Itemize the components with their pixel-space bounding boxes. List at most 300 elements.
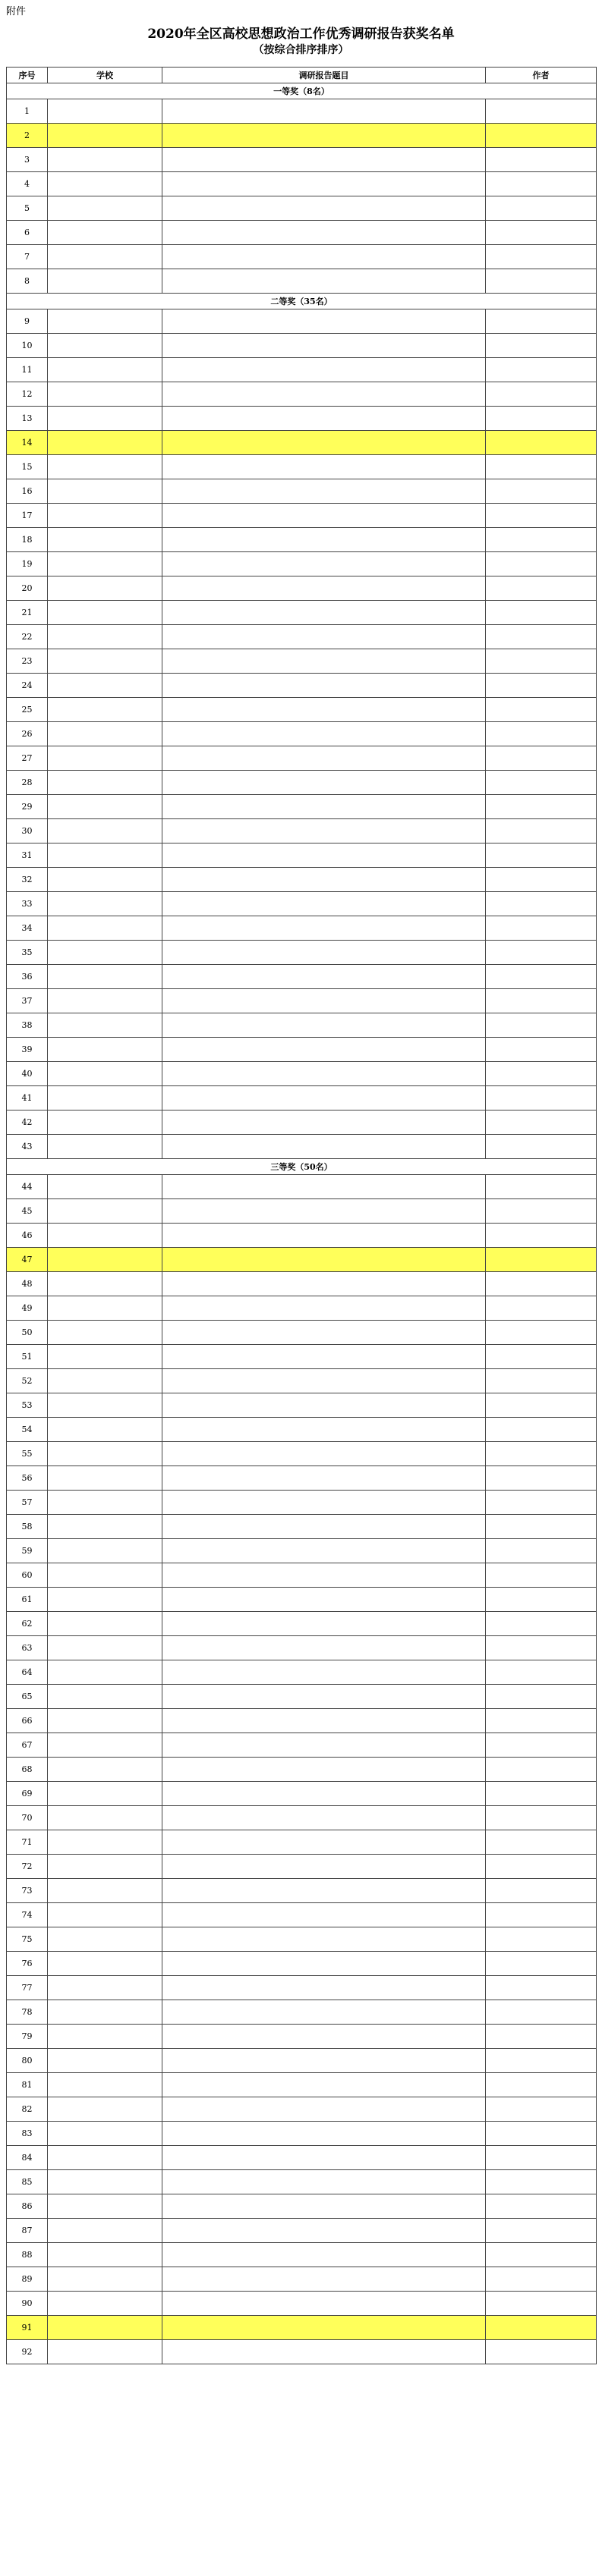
row-index: 80 bbox=[7, 2049, 48, 2073]
table-row bbox=[7, 1199, 597, 1224]
row-school bbox=[48, 576, 162, 601]
row-author bbox=[486, 1369, 597, 1393]
table-row bbox=[7, 431, 597, 455]
row-author bbox=[486, 1013, 597, 1038]
row-school bbox=[48, 1013, 162, 1038]
row-school bbox=[48, 504, 162, 528]
table-row bbox=[7, 2243, 597, 2267]
table-row bbox=[7, 1393, 597, 1418]
table-row bbox=[7, 674, 597, 698]
table-row bbox=[7, 1272, 597, 1296]
table-row bbox=[7, 601, 597, 625]
row-author bbox=[486, 649, 597, 674]
row-school bbox=[48, 698, 162, 722]
row-author bbox=[486, 2219, 597, 2243]
row-school bbox=[48, 1588, 162, 1612]
row-school bbox=[48, 196, 162, 221]
row-author bbox=[486, 746, 597, 771]
row-topic bbox=[162, 1199, 486, 1224]
row-author bbox=[486, 334, 597, 358]
column-header-index: 序号 bbox=[7, 68, 48, 83]
table-row bbox=[7, 1086, 597, 1111]
row-topic bbox=[162, 2146, 486, 2170]
row-index: 22 bbox=[7, 625, 48, 649]
row-index: 2 bbox=[7, 124, 48, 148]
row-school bbox=[48, 1806, 162, 1830]
row-school bbox=[48, 1733, 162, 1758]
row-index: 79 bbox=[7, 2025, 48, 2049]
row-school bbox=[48, 2194, 162, 2219]
row-topic bbox=[162, 722, 486, 746]
row-index: 69 bbox=[7, 1782, 48, 1806]
row-topic bbox=[162, 1709, 486, 1733]
row-index: 71 bbox=[7, 1830, 48, 1855]
row-school bbox=[48, 1612, 162, 1636]
row-index: 44 bbox=[7, 1175, 48, 1199]
table-row bbox=[7, 148, 597, 172]
row-school bbox=[48, 1345, 162, 1369]
row-topic bbox=[162, 1612, 486, 1636]
table-row bbox=[7, 2219, 597, 2243]
row-school bbox=[48, 1660, 162, 1685]
row-author bbox=[486, 1976, 597, 2000]
table-row bbox=[7, 1175, 597, 1199]
row-index: 56 bbox=[7, 1466, 48, 1491]
row-school bbox=[48, 1758, 162, 1782]
row-index: 92 bbox=[7, 2340, 48, 2364]
table-row bbox=[7, 625, 597, 649]
row-author bbox=[486, 1588, 597, 1612]
row-topic bbox=[162, 455, 486, 479]
row-school bbox=[48, 795, 162, 819]
row-index: 25 bbox=[7, 698, 48, 722]
row-author bbox=[486, 528, 597, 552]
row-school bbox=[48, 1879, 162, 1903]
row-index: 55 bbox=[7, 1442, 48, 1466]
row-index: 70 bbox=[7, 1806, 48, 1830]
row-index: 37 bbox=[7, 989, 48, 1013]
table-row bbox=[7, 1062, 597, 1086]
row-index: 41 bbox=[7, 1086, 48, 1111]
row-school bbox=[48, 1135, 162, 1159]
row-author bbox=[486, 1952, 597, 1976]
row-author bbox=[486, 2122, 597, 2146]
row-index: 9 bbox=[7, 309, 48, 334]
row-index: 46 bbox=[7, 1224, 48, 1248]
row-author bbox=[486, 843, 597, 868]
table-row bbox=[7, 1830, 597, 1855]
row-topic bbox=[162, 2316, 486, 2340]
row-topic bbox=[162, 916, 486, 941]
row-index: 16 bbox=[7, 479, 48, 504]
row-topic bbox=[162, 1952, 486, 1976]
row-author bbox=[486, 2000, 597, 2025]
row-author bbox=[486, 2243, 597, 2267]
row-school bbox=[48, 124, 162, 148]
row-index: 4 bbox=[7, 172, 48, 196]
row-index: 34 bbox=[7, 916, 48, 941]
table-row bbox=[7, 382, 597, 407]
table-row bbox=[7, 172, 597, 196]
row-topic bbox=[162, 1013, 486, 1038]
row-author bbox=[486, 1175, 597, 1199]
table-row bbox=[7, 1879, 597, 1903]
table-row bbox=[7, 1442, 597, 1466]
row-author bbox=[486, 2292, 597, 2316]
table-body bbox=[7, 83, 597, 2364]
row-index: 50 bbox=[7, 1321, 48, 1345]
row-school bbox=[48, 989, 162, 1013]
table-row bbox=[7, 269, 597, 294]
row-topic bbox=[162, 868, 486, 892]
table-row bbox=[7, 479, 597, 504]
row-topic bbox=[162, 1733, 486, 1758]
table-row bbox=[7, 1466, 597, 1491]
row-author bbox=[486, 1135, 597, 1159]
row-index: 23 bbox=[7, 649, 48, 674]
row-index: 12 bbox=[7, 382, 48, 407]
row-author bbox=[486, 1321, 597, 1345]
table-row bbox=[7, 1952, 597, 1976]
row-school bbox=[48, 941, 162, 965]
table-row bbox=[7, 1539, 597, 1563]
table-row bbox=[7, 245, 597, 269]
row-author bbox=[486, 455, 597, 479]
row-topic bbox=[162, 1588, 486, 1612]
row-topic bbox=[162, 1927, 486, 1952]
row-school bbox=[48, 1296, 162, 1321]
document-subtitle: （按综合排序排序） bbox=[253, 44, 349, 56]
row-school bbox=[48, 649, 162, 674]
table-row bbox=[7, 916, 597, 941]
row-author bbox=[486, 2146, 597, 2170]
row-topic bbox=[162, 504, 486, 528]
row-school bbox=[48, 2097, 162, 2122]
row-topic bbox=[162, 1345, 486, 1369]
row-topic bbox=[162, 479, 486, 504]
row-index: 6 bbox=[7, 221, 48, 245]
attachment-label: 附件 bbox=[6, 6, 27, 17]
row-topic bbox=[162, 2122, 486, 2146]
row-index: 78 bbox=[7, 2000, 48, 2025]
row-index: 21 bbox=[7, 601, 48, 625]
row-topic bbox=[162, 1636, 486, 1660]
table-row bbox=[7, 552, 597, 576]
row-school bbox=[48, 2049, 162, 2073]
table-row bbox=[7, 196, 597, 221]
row-author bbox=[486, 576, 597, 601]
row-school bbox=[48, 2316, 162, 2340]
row-author bbox=[486, 221, 597, 245]
row-author bbox=[486, 1111, 597, 1135]
table-row bbox=[7, 746, 597, 771]
row-topic bbox=[162, 771, 486, 795]
table-row bbox=[7, 1224, 597, 1248]
row-author bbox=[486, 1466, 597, 1491]
row-index: 19 bbox=[7, 552, 48, 576]
row-author bbox=[486, 1442, 597, 1466]
row-index: 72 bbox=[7, 1855, 48, 1879]
row-topic bbox=[162, 1321, 486, 1345]
row-index: 68 bbox=[7, 1758, 48, 1782]
row-author bbox=[486, 1855, 597, 1879]
row-index: 3 bbox=[7, 148, 48, 172]
row-author bbox=[486, 2097, 597, 2122]
row-school bbox=[48, 1903, 162, 1927]
table-row bbox=[7, 941, 597, 965]
table-row bbox=[7, 1491, 597, 1515]
row-author bbox=[486, 868, 597, 892]
row-topic bbox=[162, 334, 486, 358]
table-row bbox=[7, 1660, 597, 1685]
table-row bbox=[7, 2170, 597, 2194]
table-row bbox=[7, 1013, 597, 1038]
table-row bbox=[7, 1111, 597, 1135]
row-index: 43 bbox=[7, 1135, 48, 1159]
row-topic bbox=[162, 2219, 486, 2243]
row-index: 32 bbox=[7, 868, 48, 892]
row-topic bbox=[162, 552, 486, 576]
row-index: 20 bbox=[7, 576, 48, 601]
row-school bbox=[48, 2025, 162, 2049]
row-index: 17 bbox=[7, 504, 48, 528]
row-index: 49 bbox=[7, 1296, 48, 1321]
row-index: 83 bbox=[7, 2122, 48, 2146]
row-topic bbox=[162, 1224, 486, 1248]
row-author bbox=[486, 2340, 597, 2364]
row-index: 39 bbox=[7, 1038, 48, 1062]
row-topic bbox=[162, 746, 486, 771]
document-title: 2020年全区高校思想政治工作优秀调研报告获奖名单 bbox=[147, 27, 455, 42]
table-row bbox=[7, 576, 597, 601]
table-row bbox=[7, 843, 597, 868]
row-school bbox=[48, 722, 162, 746]
row-topic bbox=[162, 1466, 486, 1491]
row-topic bbox=[162, 1418, 486, 1442]
table-row bbox=[7, 358, 597, 382]
row-author bbox=[486, 1903, 597, 1927]
row-author bbox=[486, 124, 597, 148]
row-topic bbox=[162, 601, 486, 625]
row-school bbox=[48, 1709, 162, 1733]
row-topic bbox=[162, 819, 486, 843]
row-index: 77 bbox=[7, 1976, 48, 2000]
row-author bbox=[486, 2316, 597, 2340]
row-topic bbox=[162, 2073, 486, 2097]
table-row bbox=[7, 1515, 597, 1539]
row-index: 8 bbox=[7, 269, 48, 294]
table-row bbox=[7, 1038, 597, 1062]
row-index: 81 bbox=[7, 2073, 48, 2097]
row-topic bbox=[162, 2049, 486, 2073]
row-topic bbox=[162, 2292, 486, 2316]
row-school bbox=[48, 221, 162, 245]
row-topic bbox=[162, 1135, 486, 1159]
row-index: 35 bbox=[7, 941, 48, 965]
row-topic bbox=[162, 269, 486, 294]
row-school bbox=[48, 1685, 162, 1709]
row-topic bbox=[162, 1086, 486, 1111]
row-topic bbox=[162, 1272, 486, 1296]
row-topic bbox=[162, 1879, 486, 1903]
table-row bbox=[7, 1976, 597, 2000]
row-author bbox=[486, 1733, 597, 1758]
row-author bbox=[486, 1272, 597, 1296]
row-topic bbox=[162, 245, 486, 269]
row-index: 30 bbox=[7, 819, 48, 843]
row-topic bbox=[162, 1248, 486, 1272]
section-header-row bbox=[7, 1159, 597, 1175]
row-index: 29 bbox=[7, 795, 48, 819]
row-topic bbox=[162, 674, 486, 698]
row-author bbox=[486, 2170, 597, 2194]
row-school bbox=[48, 2073, 162, 2097]
row-topic bbox=[162, 1296, 486, 1321]
row-index: 91 bbox=[7, 2316, 48, 2340]
row-school bbox=[48, 2243, 162, 2267]
table-row bbox=[7, 965, 597, 989]
row-school bbox=[48, 99, 162, 124]
row-author bbox=[486, 674, 597, 698]
row-author bbox=[486, 2049, 597, 2073]
row-author bbox=[486, 1086, 597, 1111]
row-topic bbox=[162, 1855, 486, 1879]
row-author bbox=[486, 552, 597, 576]
row-topic bbox=[162, 1442, 486, 1466]
table-row bbox=[7, 771, 597, 795]
row-author bbox=[486, 504, 597, 528]
table-row bbox=[7, 455, 597, 479]
row-school bbox=[48, 455, 162, 479]
row-index: 24 bbox=[7, 674, 48, 698]
row-index: 66 bbox=[7, 1709, 48, 1733]
row-author bbox=[486, 1758, 597, 1782]
row-topic bbox=[162, 172, 486, 196]
row-school bbox=[48, 1175, 162, 1199]
row-school bbox=[48, 601, 162, 625]
row-index: 11 bbox=[7, 358, 48, 382]
table-row bbox=[7, 2073, 597, 2097]
table-row bbox=[7, 892, 597, 916]
row-topic bbox=[162, 1830, 486, 1855]
row-author bbox=[486, 2267, 597, 2292]
row-school bbox=[48, 1224, 162, 1248]
table-row bbox=[7, 2146, 597, 2170]
row-index: 14 bbox=[7, 431, 48, 455]
row-school bbox=[48, 1855, 162, 1879]
row-index: 13 bbox=[7, 407, 48, 431]
row-author bbox=[486, 1062, 597, 1086]
row-index: 60 bbox=[7, 1563, 48, 1588]
row-school bbox=[48, 2170, 162, 2194]
row-author bbox=[486, 1830, 597, 1855]
row-topic bbox=[162, 2340, 486, 2364]
table-row bbox=[7, 309, 597, 334]
row-index: 73 bbox=[7, 1879, 48, 1903]
row-author bbox=[486, 358, 597, 382]
table-row bbox=[7, 1369, 597, 1393]
row-index: 33 bbox=[7, 892, 48, 916]
row-index: 27 bbox=[7, 746, 48, 771]
row-topic bbox=[162, 431, 486, 455]
row-author bbox=[486, 1296, 597, 1321]
row-school bbox=[48, 1782, 162, 1806]
row-school bbox=[48, 431, 162, 455]
row-author bbox=[486, 1491, 597, 1515]
row-author bbox=[486, 1515, 597, 1539]
row-index: 86 bbox=[7, 2194, 48, 2219]
row-topic bbox=[162, 1038, 486, 1062]
table-row bbox=[7, 1588, 597, 1612]
row-author bbox=[486, 196, 597, 221]
row-school bbox=[48, 2146, 162, 2170]
table-row bbox=[7, 1345, 597, 1369]
row-topic bbox=[162, 625, 486, 649]
table-row bbox=[7, 2097, 597, 2122]
table-row bbox=[7, 795, 597, 819]
row-school bbox=[48, 2122, 162, 2146]
row-topic bbox=[162, 989, 486, 1013]
row-index: 36 bbox=[7, 965, 48, 989]
row-author bbox=[486, 1539, 597, 1563]
row-author bbox=[486, 269, 597, 294]
row-school bbox=[48, 1636, 162, 1660]
table-row bbox=[7, 504, 597, 528]
table-row bbox=[7, 1903, 597, 1927]
table-row bbox=[7, 1733, 597, 1758]
table-row bbox=[7, 1563, 597, 1588]
row-index: 74 bbox=[7, 1903, 48, 1927]
table-row bbox=[7, 1612, 597, 1636]
row-topic bbox=[162, 843, 486, 868]
row-index: 42 bbox=[7, 1111, 48, 1135]
row-topic bbox=[162, 1685, 486, 1709]
row-school bbox=[48, 965, 162, 989]
row-school bbox=[48, 868, 162, 892]
row-school bbox=[48, 1321, 162, 1345]
table-row bbox=[7, 407, 597, 431]
table-row bbox=[7, 2292, 597, 2316]
row-index: 18 bbox=[7, 528, 48, 552]
table-row bbox=[7, 989, 597, 1013]
row-school bbox=[48, 1248, 162, 1272]
row-author bbox=[486, 698, 597, 722]
row-school bbox=[48, 819, 162, 843]
row-topic bbox=[162, 2097, 486, 2122]
row-school bbox=[48, 407, 162, 431]
row-index: 65 bbox=[7, 1685, 48, 1709]
table-row bbox=[7, 334, 597, 358]
row-author bbox=[486, 431, 597, 455]
row-index: 61 bbox=[7, 1588, 48, 1612]
row-author bbox=[486, 601, 597, 625]
row-topic bbox=[162, 99, 486, 124]
row-topic bbox=[162, 1806, 486, 1830]
table-row bbox=[7, 1418, 597, 1442]
row-author bbox=[486, 1418, 597, 1442]
table-row bbox=[7, 1135, 597, 1159]
table-header-row bbox=[7, 68, 597, 83]
row-author bbox=[486, 1685, 597, 1709]
row-author bbox=[486, 941, 597, 965]
column-header-school: 学校 bbox=[48, 68, 162, 83]
row-school bbox=[48, 1038, 162, 1062]
row-school bbox=[48, 1563, 162, 1588]
row-author bbox=[486, 1709, 597, 1733]
row-author bbox=[486, 1806, 597, 1830]
row-school bbox=[48, 1272, 162, 1296]
row-author bbox=[486, 989, 597, 1013]
